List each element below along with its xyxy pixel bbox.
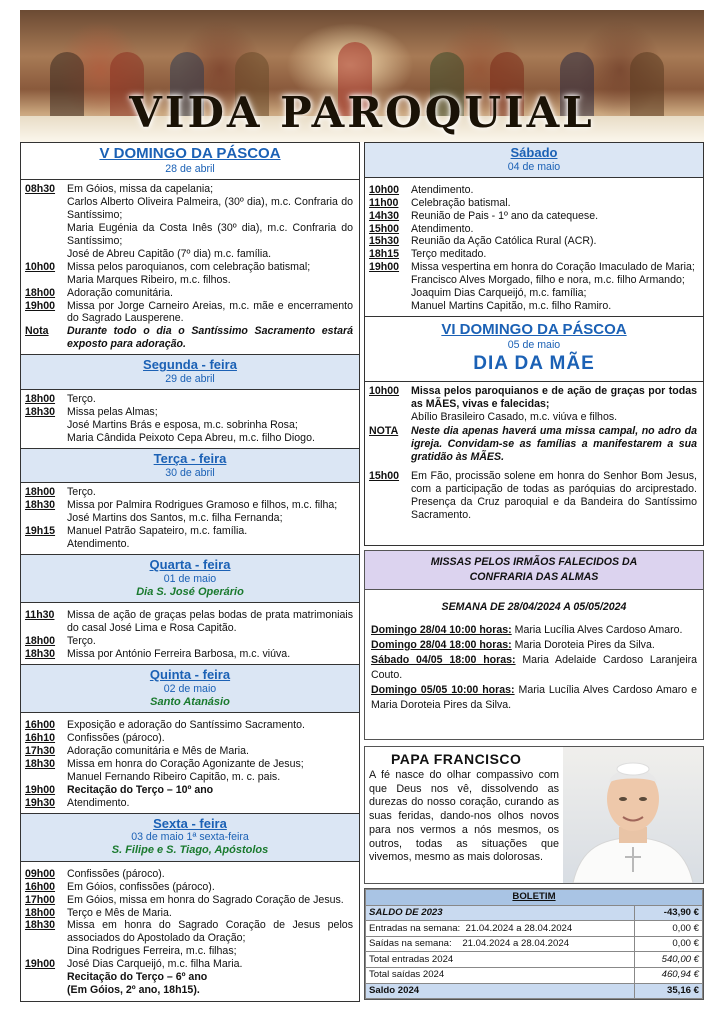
boletim-label: Entradas na semana: 21.04.2024 a 28.04.2024 [366, 921, 635, 937]
schedule-text: Missa em honra do Sagrado Coração de Jesus pelos associados do Apostolado da Oração; Dina Rodrigues Ferreira, m.c. filhas; [67, 919, 353, 958]
schedule-time: 10h00 [369, 385, 400, 398]
schedule-row [369, 210, 697, 223]
schedule-row [25, 499, 353, 525]
schedule-row [25, 609, 353, 635]
schedule-row [25, 635, 353, 648]
papa-quote: A fé nasce do olhar compassivo com que Deus nos vê, dissolvendo as durezas do nosso coração, curando as suas feridas, dando-nos olhos novos para nos vermos a nós mesmos, os outros, todas as situações que vivemos, mesmo as mais dolorosas. [369, 769, 559, 864]
boletim-value: -43,90 € [635, 905, 703, 921]
boletim-label: Saldo 2024 [366, 983, 635, 999]
missas-item [365, 683, 703, 713]
schedule-text: Em Góios, missa em honra do Sagrado Coração de Jesus. [67, 893, 344, 906]
table-row [366, 905, 703, 921]
schedule-time: 19h00 [369, 261, 400, 274]
section-date: 05 de maio [507, 339, 561, 352]
schedule-row [369, 470, 697, 522]
schedule-list [21, 603, 359, 664]
missas-when: Domingo 28/04 10:00 horas: [371, 623, 512, 636]
boletim-box [364, 888, 704, 1000]
schedule-time: 15h00 [369, 222, 400, 235]
pope-photo [563, 747, 703, 883]
schedule-text: Atendimento. [67, 796, 130, 809]
schedule-list [365, 381, 703, 524]
boletim-label: Total entradas 2024 [366, 952, 635, 968]
schedule-text: Missa de ação de graças pelas bodas de prata matrimoniais do casal José Lima e Rosa Capitão. [67, 609, 353, 635]
schedule-row [25, 325, 353, 351]
boletim-value: 540,00 € [635, 952, 703, 968]
table-row [366, 983, 703, 999]
schedule-text: Em Góios, confissões (pároco). [67, 880, 215, 893]
schedule-text: José Dias Carqueijó, m.c. filha Maria. [67, 958, 243, 971]
section-feast: Santo Atanásio [150, 695, 230, 708]
schedule-text: Missa em honra do Coração Agonizante de Jesus; Manuel Fernando Ribeiro Capitão, m. c. pais. [67, 757, 304, 783]
section-header-segunda [21, 354, 359, 390]
schedule-row [25, 758, 353, 784]
schedule-row [25, 300, 353, 326]
missas-when: Sábado 04/05 18:00 horas: [371, 653, 516, 666]
missas-week: SEMANA DE 28/04/2024 A 05/05/2024 [441, 600, 627, 613]
missas-item [365, 623, 703, 638]
table-row [366, 952, 703, 968]
schedule-row [25, 183, 353, 261]
section-title: Quarta - feira [149, 557, 231, 573]
missas-who: Maria Lucília Alves Cardoso Amaro. [514, 623, 683, 636]
boletim-value: 0,00 € [635, 921, 703, 937]
dia-da-mae-heading: DIA DA MÃE [473, 353, 595, 375]
section-date: 01 de maio [163, 572, 217, 585]
section-title: Sábado [510, 145, 558, 160]
schedule-list [21, 483, 359, 554]
schedule-row [369, 235, 697, 248]
schedule-time: 18h00 [25, 906, 56, 919]
schedule-text: Recitação do Terço – 6º ano (Em Góios, 2º ano, 18h15). [67, 971, 208, 997]
schedule-time: 10h00 [369, 183, 400, 196]
section-date: 28 de abril [165, 163, 215, 176]
schedule-list [21, 713, 359, 812]
schedule-row [25, 971, 353, 997]
table-row [366, 967, 703, 983]
schedule-time: 10h00 [25, 260, 56, 273]
section-title: Terça - feira [153, 450, 227, 466]
schedule-time: 14h30 [369, 209, 400, 222]
schedule-time: 08h30 [25, 183, 56, 196]
missas-item [365, 653, 703, 683]
schedule-time: 18h00 [25, 486, 56, 499]
schedule-text: Missa pelas Almas; José Martins Brás e esposa, m.c. sobrinha Rosa; Maria Cândida Peixoto Cepa Abreu, m.c. filho Diogo. [67, 405, 315, 444]
schedule-row [25, 784, 353, 797]
boletim-title: BOLETIM [366, 890, 703, 906]
section-header-domingo [21, 143, 359, 179]
schedule-text: Missa por Jorge Carneiro Areias, m.c. mãe e encerramento do Sagrado Lausperene. [67, 299, 353, 325]
schedule-text: Missa por Palmira Rodrigues Gramoso e filhos, m.c. filha; José Martins dos Santos, m.c. filha Fernanda; [67, 499, 338, 525]
schedule-text: Terço. [67, 635, 96, 648]
schedule-time: 18h15 [369, 248, 400, 261]
schedule-row [25, 261, 353, 287]
schedule-row [25, 719, 353, 732]
schedule-text: Confissões (pároco). [67, 867, 165, 880]
section-title: Segunda - feira [143, 357, 237, 373]
schedule-list [21, 179, 359, 354]
schedule-row [25, 745, 353, 758]
schedule-time: 17h00 [25, 893, 56, 906]
schedule-row [369, 197, 697, 210]
schedule-text: Atendimento. [411, 222, 474, 235]
right-column [364, 142, 704, 546]
schedule-row [369, 223, 697, 236]
schedule-time: 19h15 [25, 525, 56, 538]
missas-title-line: CONFRARIA DAS ALMAS [469, 570, 599, 583]
schedule-text: Reunião de Pais - 1º ano da catequese. [411, 209, 599, 222]
boletim-label: SALDO DE 2023 [366, 905, 635, 921]
schedule-text: Terço meditado. [411, 248, 487, 261]
missas-title-line: MISSAS PELOS IRMÃOS FALECIDOS DA [430, 556, 638, 568]
schedule-text: Exposição e adoração do Santíssimo Sacramento. [67, 719, 305, 732]
boletim-value: 35,16 € [635, 983, 703, 999]
section-date: 02 de maio [163, 682, 217, 695]
table-row [366, 936, 703, 952]
missas-item [365, 638, 703, 653]
section-date: 04 de maio [507, 160, 561, 173]
banner-last-supper [20, 10, 704, 142]
schedule-row [369, 184, 697, 197]
schedule-time: 19h00 [25, 299, 56, 312]
schedule-time: 19h30 [25, 796, 56, 809]
schedule-text: Em Góios, missa da capelania; Carlos Alberto Oliveira Palmeira, (30º dia), m.c. Confraria do Santíssimo; Maria Eugénia da Costa Inês (30º dia), m.c. Confraria do Santíssimo; José de Abreu Capitão (7º dia) m.c. família. [67, 183, 353, 260]
schedule-text: Adoração comunitária e Mês de Maria. [67, 744, 249, 757]
schedule-row [25, 881, 353, 894]
schedule-row [25, 907, 353, 920]
schedule-time: 15h30 [369, 235, 400, 248]
schedule-time: 11h00 [369, 196, 399, 209]
section-feast: S. Filipe e S. Tiago, Apóstolos [111, 844, 269, 857]
missas-who: Maria Adelaide Cardoso Laranjeira Couto. [371, 653, 697, 681]
schedule-time: 18h30 [25, 757, 56, 770]
schedule-text: Celebração batismal. [411, 196, 511, 209]
schedule-row [25, 732, 353, 745]
schedule-row [25, 406, 353, 445]
schedule-text-plain: Abílio Brasileiro Casado, m.c. viúva e filhos. [411, 411, 618, 424]
schedule-text: Reunião da Ação Católica Rural (ACR). [411, 235, 597, 248]
schedule-time: NOTA [369, 425, 399, 438]
section-header-terca [21, 448, 359, 484]
table-row [366, 921, 703, 937]
schedule-time: 17h30 [25, 744, 56, 757]
page-title: VIDA PAROQUIAL [129, 87, 595, 137]
missas-when: Domingo 05/05 10:00 horas: [371, 683, 515, 696]
schedule-text-bold: Missa pelos paroquianos e de ação de graças por todas as MÃES, vivas e falecidas; [411, 385, 697, 411]
boletim-table [365, 889, 703, 999]
schedule-time: 18h00 [25, 392, 56, 405]
schedule-row [369, 261, 697, 313]
section-header-sexta [21, 813, 359, 862]
section-header-domingo6 [365, 316, 703, 381]
schedule-row [25, 287, 353, 300]
schedule-row [369, 425, 697, 464]
schedule-list [21, 862, 359, 1000]
schedule-text: Em Fão, procissão solene em honra do Senhor Bom Jesus, com a participação de todas as paróquias do arciprestado. Presença da Cruz paroquial e da Bandeira do Santíssimo Sacramento. [411, 469, 697, 521]
section-date: 03 de maio 1ª sexta-feira [131, 831, 249, 844]
schedule-row [25, 868, 353, 881]
boletim-label: Saídas na semana: 21.04.2024 a 28.04.2024 [366, 936, 635, 952]
schedule-time: 16h00 [25, 719, 56, 732]
schedule-text: Confissões (pároco). [67, 732, 165, 745]
schedule-time: 15h00 [369, 469, 400, 482]
schedule-row [25, 797, 353, 810]
schedule-text: Missa vespertina em honra do Coração Imaculado de Maria; Francisco Alves Morgado, filho e nora, m.c. filho Armando; Joaquim Dias Carqueijó, m.c. família; Manuel Martins Capitão, m.c. filho Ramiro. [411, 261, 695, 313]
boletim-label: Total saídas 2024 [366, 967, 635, 983]
schedule-row [369, 248, 697, 261]
section-date: 29 de abril [165, 373, 215, 386]
schedule-text: Manuel Patrão Sapateiro, m.c. família. Atendimento. [67, 525, 248, 551]
schedule-row [25, 919, 353, 958]
schedule-row [25, 486, 353, 499]
papa-title: PAPA FRANCISCO [391, 751, 522, 767]
schedule-row [25, 525, 353, 551]
schedule-list [365, 178, 703, 316]
boletim-value: 460,94 € [635, 967, 703, 983]
section-title: VI DOMINGO DA PÁSCOA [441, 321, 627, 338]
missas-who: Maria Lucília Alves Cardoso Amaro e Maria Doroteia Pires da Silva. [371, 683, 697, 711]
schedule-text: Recitação do Terço – 10º ano [67, 783, 214, 796]
pope-portrait-illustration [563, 747, 703, 883]
schedule-row [25, 648, 353, 661]
schedule-note: Neste dia apenas haverá uma missa campal, no adro da igreja. Convidam-se as famílias a manifestarem a sua gratidão às MÃES. [411, 425, 697, 463]
section-date: 30 de abril [165, 466, 215, 479]
schedule-time: 09h00 [25, 867, 56, 880]
section-title: Quinta - feira [149, 666, 231, 682]
schedule-text: Missa por António Ferreira Barbosa, m.c. viúva. [67, 648, 291, 661]
schedule-time: 18h30 [25, 648, 56, 661]
schedule-row [25, 393, 353, 406]
section-header-quinta [21, 664, 359, 713]
schedule-text: Missa pelos paroquianos, com celebração batismal; Maria Marques Ribeiro, m.c. filhos. [67, 260, 311, 286]
schedule-row [369, 385, 697, 424]
missas-who: Maria Doroteia Pires da Silva. [514, 638, 655, 651]
schedule-row [25, 958, 353, 971]
schedule-time: 16h10 [25, 732, 56, 745]
schedule-time: 18h30 [25, 405, 56, 418]
boletim-value: 0,00 € [635, 936, 703, 952]
schedule-time: 18h30 [25, 919, 56, 932]
missas-when: Domingo 28/04 18:00 horas: [371, 638, 512, 651]
section-header-sabado [365, 143, 703, 178]
schedule-time: 18h00 [25, 635, 56, 648]
missas-confraria-box [364, 550, 704, 740]
section-title: V DOMINGO DA PÁSCOA [99, 145, 281, 162]
schedule-time: 19h00 [25, 958, 56, 971]
schedule-time: Nota [25, 325, 49, 338]
schedule-text: Atendimento. [411, 183, 474, 196]
schedule-text: Terço e Mês de Maria. [67, 906, 172, 919]
schedule-row [25, 894, 353, 907]
schedule-text: Terço. [67, 486, 96, 499]
section-title: Sexta - feira [153, 815, 227, 831]
papa-francisco-box [364, 746, 704, 884]
left-column [20, 142, 360, 1002]
schedule-time: 11h30 [25, 609, 55, 622]
schedule-time: 19h00 [25, 783, 56, 796]
section-header-quarta [21, 554, 359, 603]
schedule-time: 18h00 [25, 286, 56, 299]
section-feast: Dia S. José Operário [136, 585, 244, 598]
missas-header [365, 551, 703, 590]
schedule-text: Adoração comunitária. [67, 286, 173, 299]
schedule-note: Durante todo o dia o Santíssimo Sacramento estará exposto para adoração. [67, 325, 353, 351]
schedule-text: Terço. [67, 392, 96, 405]
schedule-time: 18h30 [25, 499, 56, 512]
schedule-time: 16h00 [25, 880, 56, 893]
schedule-text [411, 385, 697, 424]
schedule-list [21, 390, 359, 448]
